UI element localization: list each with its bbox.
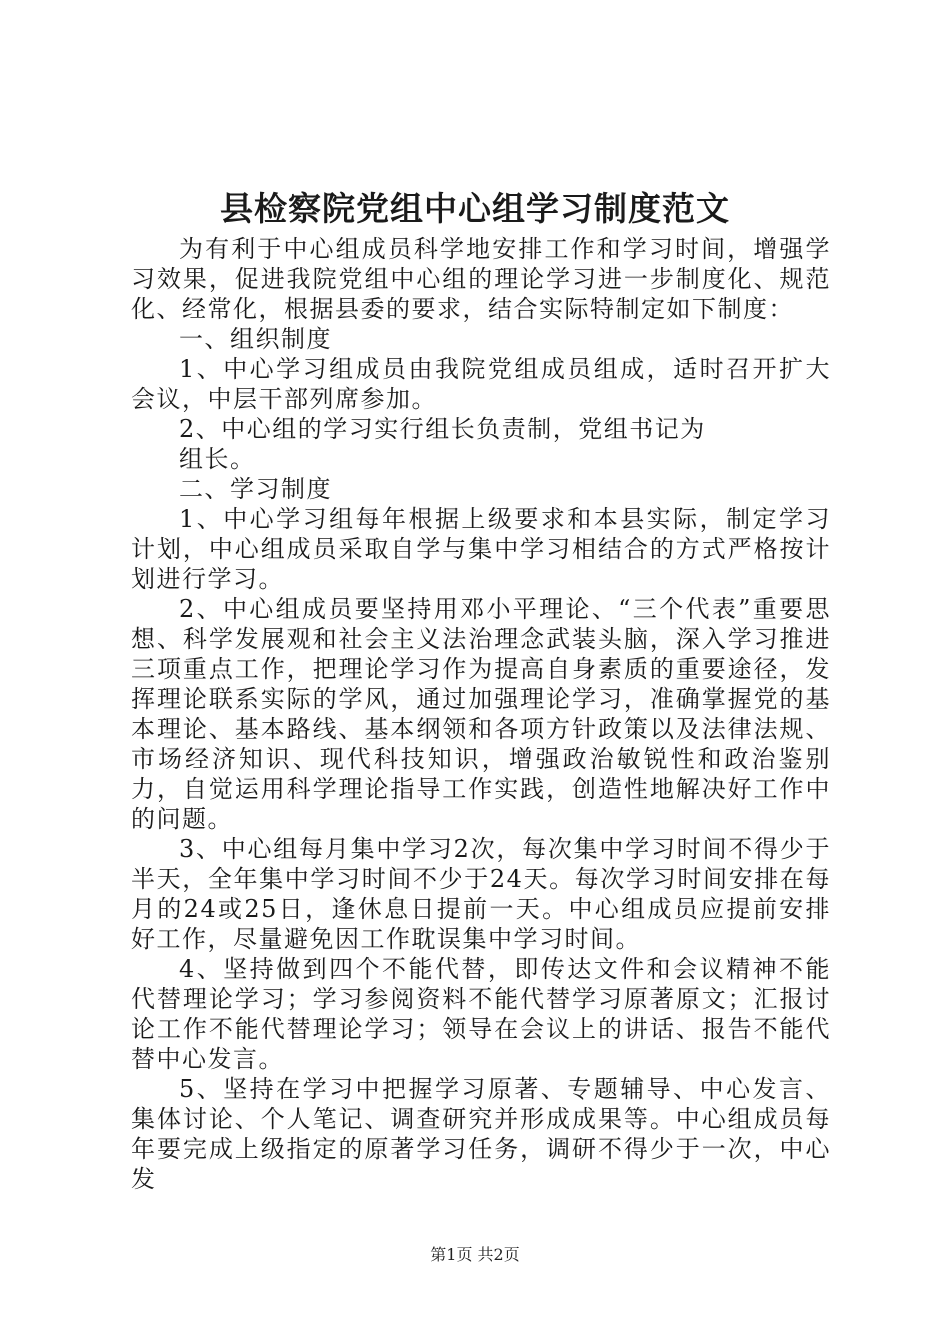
paragraph-study-3: 3、中心组每月集中学习2次，每次集中学习时间不得少于半天，全年集中学习时间不少于24天。每次学习时间安排在每月的24或25日，逢休息日提前一天。中心组成员应提前安排好工作，尽量避免因工作耽误集中学习时间。 bbox=[131, 835, 831, 953]
paragraph-org-1: 1、中心学习组成员由我院党组成员组成，适时召开扩大会议，中层干部列席参加。 bbox=[131, 355, 831, 413]
paragraph-study-5: 5、坚持在学习中把握学习原著、专题辅导、中心发言、集体讨论、个人笔记、调查研究并形成成果等。中心组成员每年要完成上级指定的原著学习任务，调研不得少于一次，中心发 bbox=[131, 1075, 831, 1193]
paragraph-org-2: 2、中心组的学习实行组长负责制，党组书记为 bbox=[179, 415, 706, 443]
paragraph-study-2: 2、中心组成员要坚持用邓小平理论、“三个代表”重要思想、科学发展观和社会主义法治理念武装头脑，深入学习推进三项重点工作，把理论学习作为提高自身素质的重要途径，发挥理论联系实际的学风，通过加强理论学习，准确掌握党的基本理论、基本路线、基本纲领和各项方针政策以及法律法规、市场经济知识、现代科技知识，增强政治敏锐性和政治鉴别力，自觉运用科学理论指导工作实践，创造性地解决好工作中的问题。 bbox=[131, 595, 831, 833]
paragraph-intro: 为有利于中心组成员科学地安排工作和学习时间，增强学习效果，促进我院党组中心组的理论学习进一步制度化、规范化、经常化，根据县委的要求，结合实际特制定如下制度： bbox=[131, 235, 831, 323]
section-heading-study: 二、学习制度 bbox=[179, 475, 332, 503]
paragraph-org-2-continued: 组长。 bbox=[179, 445, 256, 473]
paragraph-study-1: 1、中心学习组每年根据上级要求和本县实际，制定学习计划，中心组成员采取自学与集中学习相结合的方式严格按计划进行学习。 bbox=[131, 505, 831, 593]
document-title: 县检察院党组中心组学习制度范文 bbox=[220, 189, 730, 228]
paragraph-study-4: 4、坚持做到四个不能代替，即传达文件和会议精神不能代替理论学习；学习参阅资料不能代替学习原著原文；汇报讨论工作不能代替理论学习；领导在会议上的讲话、报告不能代替中心发言。 bbox=[131, 955, 831, 1073]
section-heading-organization: 一、组织制度 bbox=[179, 325, 332, 353]
page-footer: 第1页 共2页 bbox=[430, 1245, 520, 1264]
document-body bbox=[131, 234, 831, 1194]
